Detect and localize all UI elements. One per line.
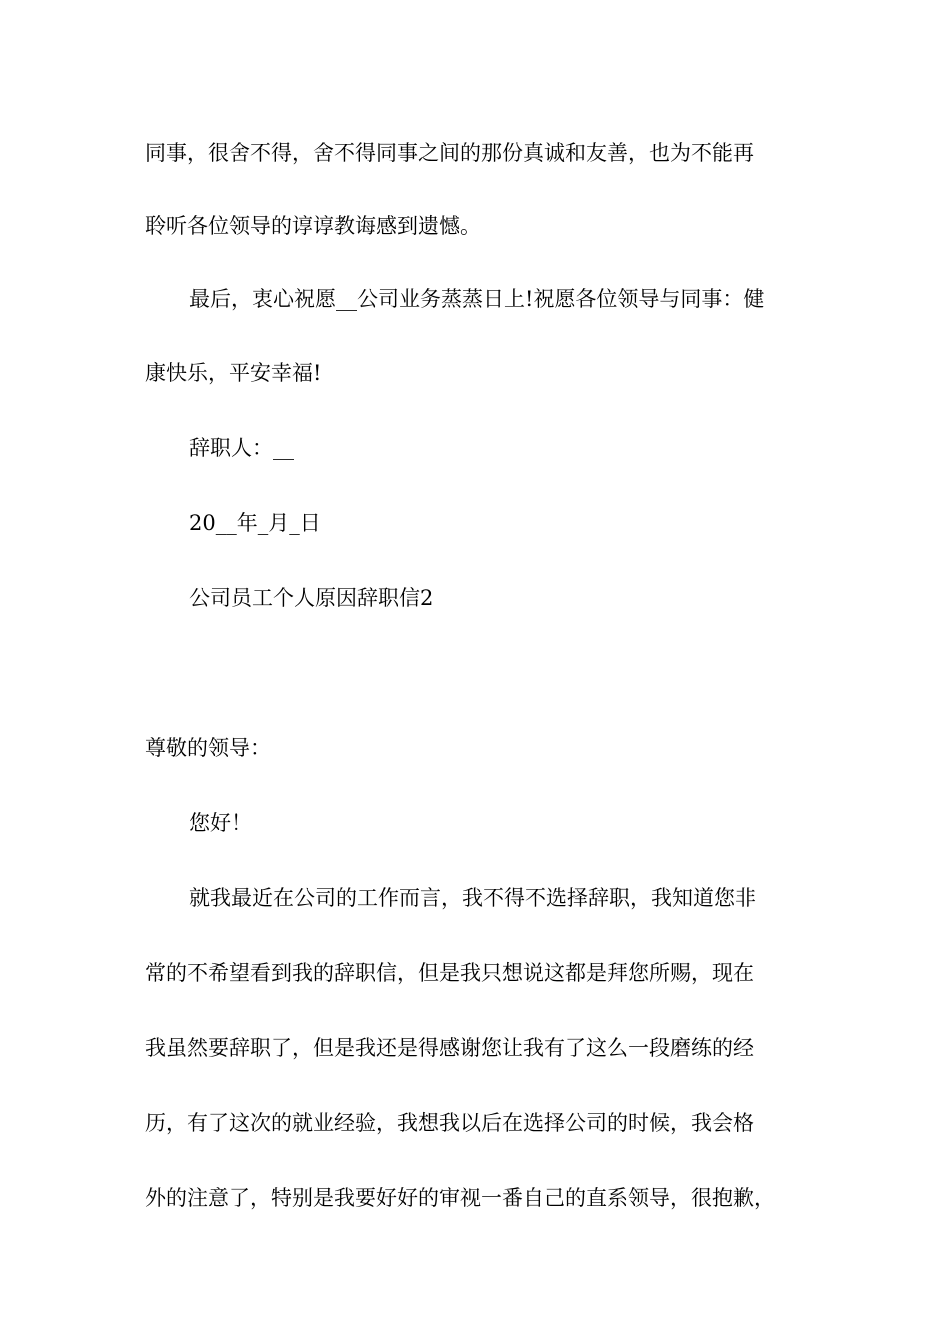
salutation: 尊敬的领导： xyxy=(145,736,271,760)
date-line: 20__年_月_日 xyxy=(189,511,321,535)
body-text-line: 常的不希望看到我的辞职信，但是我只想说这都是拜您所赐，现在 xyxy=(145,961,754,985)
body-text-line: 历，有了这次的就业经验，我想我以后在选择公司的时候，我会格 xyxy=(145,1111,754,1135)
body-text-line: 同事，很舍不得，舍不得同事之间的那份真诚和友善，也为不能再 xyxy=(145,141,754,165)
body-text-line: 就我最近在公司的工作而言，我不得不选择辞职，我知道您非 xyxy=(189,886,756,910)
signature-line: 辞职人：__ xyxy=(189,436,294,460)
closing-wishes-line: 康快乐，平安幸福! xyxy=(145,361,322,385)
greeting: 您好！ xyxy=(189,811,252,835)
section-title: 公司员工个人原因辞职信2 xyxy=(189,586,434,610)
body-text-line: 聆听各位领导的谆谆教诲感到遗憾。 xyxy=(145,214,481,238)
body-text-line: 外的注意了，特别是我要好好的审视一番自己的直系领导，很抱歉， xyxy=(145,1186,775,1210)
body-text-line: 我虽然要辞职了，但是我还是得感谢您让我有了这么一段磨练的经 xyxy=(145,1036,754,1060)
closing-wishes-line: 最后，衷心祝愿__公司业务蒸蒸日上!祝愿各位领导与同事：健 xyxy=(189,287,765,311)
